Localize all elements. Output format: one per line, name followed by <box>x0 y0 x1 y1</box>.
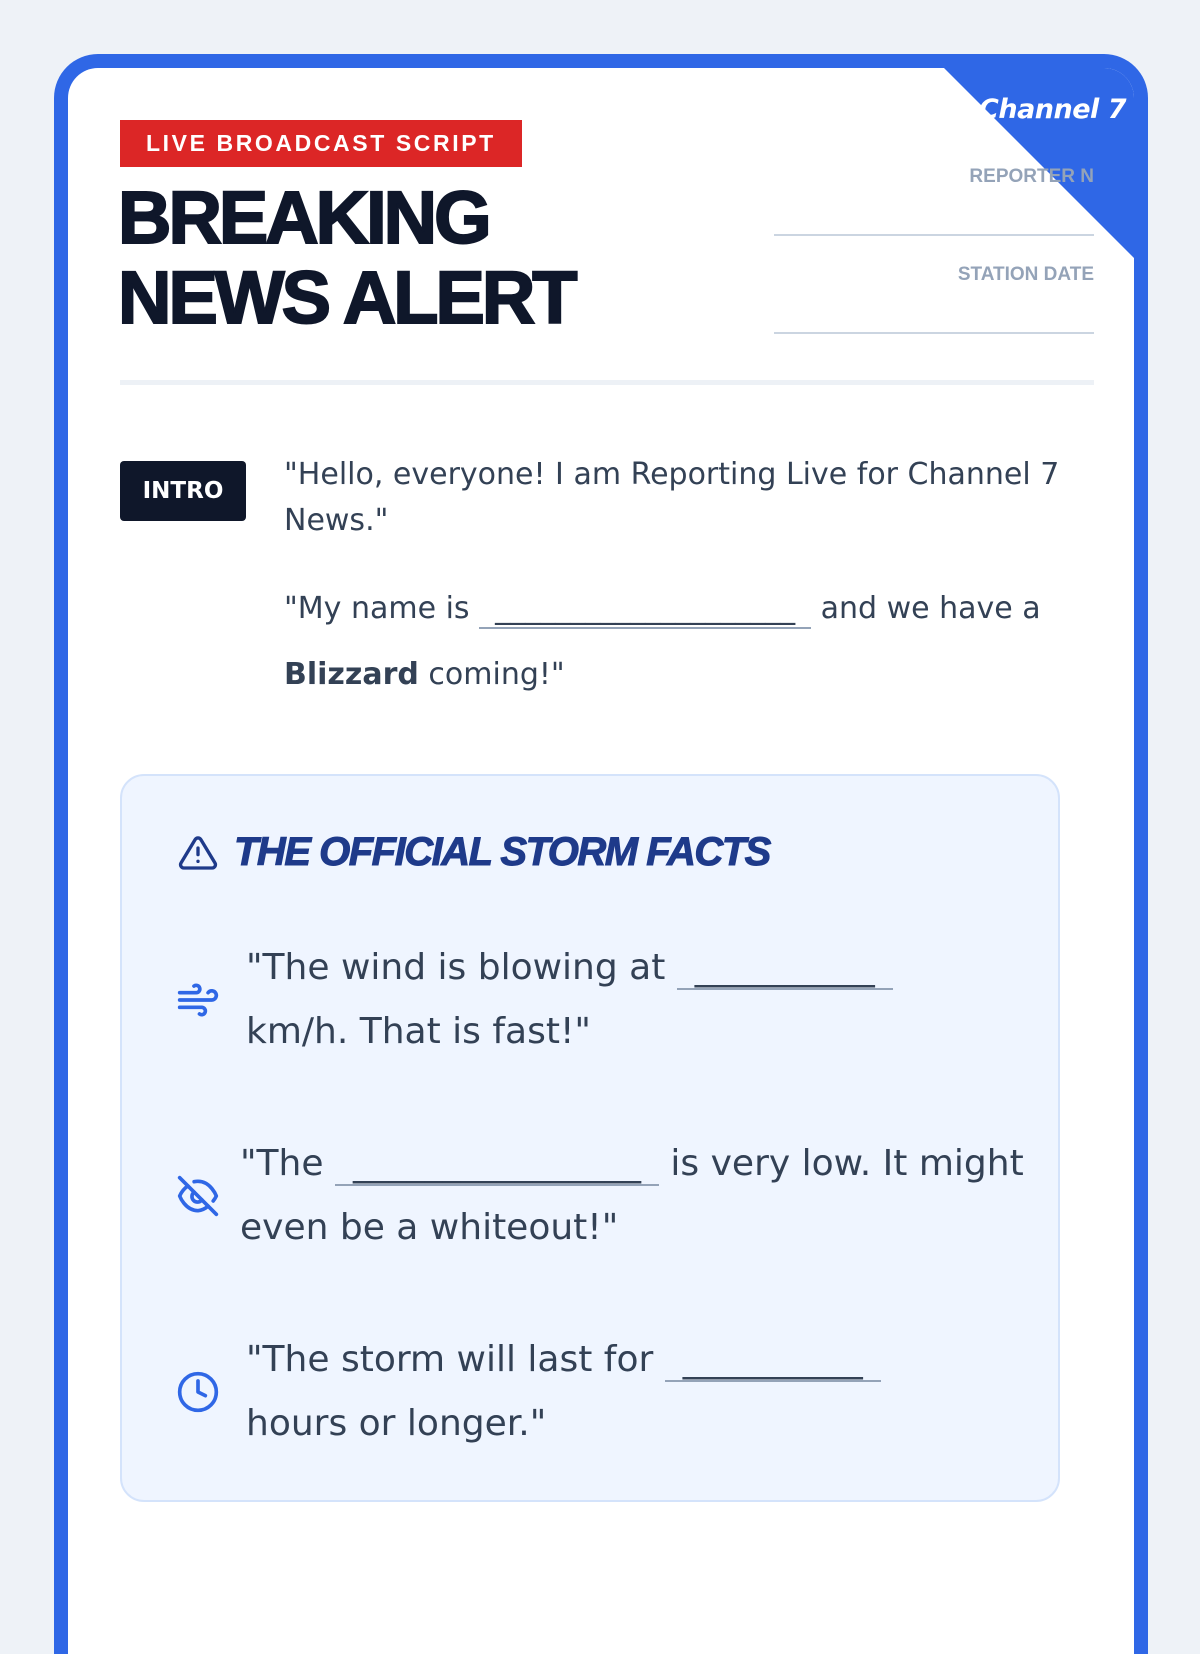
visibility-blank[interactable]: ________________ <box>335 1144 659 1186</box>
fact-duration-text: "The storm will last for __________ hours or longer." <box>246 1328 881 1456</box>
worksheet-card <box>54 54 1148 1654</box>
storm-hours-blank[interactable]: __________ <box>665 1340 881 1382</box>
fact-visibility-text: "The ________________ is very low. It might even be a whiteout!" <box>240 1143 1024 1248</box>
intro-badge: INTRO <box>120 461 246 521</box>
station-date-field[interactable] <box>774 332 1094 334</box>
reporter-name-label: REPORTER N <box>969 166 1094 187</box>
station-date-label: STATION DATE <box>957 264 1094 285</box>
channel-label: Channel 7 <box>979 94 1126 125</box>
eye-off-icon <box>176 1174 220 1218</box>
intro-text <box>284 452 1076 708</box>
clock-icon <box>176 1370 220 1414</box>
intro-line-1: "Hello, everyone! I am Reporting Live for Channel 7 News." <box>284 457 1060 538</box>
fact-visibility <box>176 1132 1058 1260</box>
reporter-name-blank[interactable]: ____________________ <box>479 591 811 629</box>
storm-type: Blizzard <box>284 657 419 692</box>
page-title <box>118 178 574 338</box>
live-broadcast-tag: LIVE BROADCAST SCRIPT <box>120 120 522 167</box>
header-divider <box>120 380 1094 385</box>
fact-wind-text: "The wind is blowing at __________ km/h. That is fast!" <box>246 936 893 1064</box>
warning-triangle-icon <box>178 833 218 873</box>
storm-facts-heading <box>178 830 770 875</box>
intro-line-2: "My name is ____________________ and we have a Blizzard coming!" <box>284 591 1041 692</box>
storm-facts-panel <box>120 774 1060 1502</box>
fact-duration <box>176 1328 881 1456</box>
title-line-1: BREAKING <box>118 176 489 259</box>
wind-icon <box>176 978 220 1022</box>
wind-speed-blank[interactable]: __________ <box>677 948 893 990</box>
fact-wind <box>176 936 893 1064</box>
storm-facts-title: THE OFFICIAL STORM FACTS <box>234 830 770 874</box>
reporter-name-field[interactable] <box>774 234 1094 236</box>
title-line-2: NEWS ALERT <box>118 256 575 339</box>
